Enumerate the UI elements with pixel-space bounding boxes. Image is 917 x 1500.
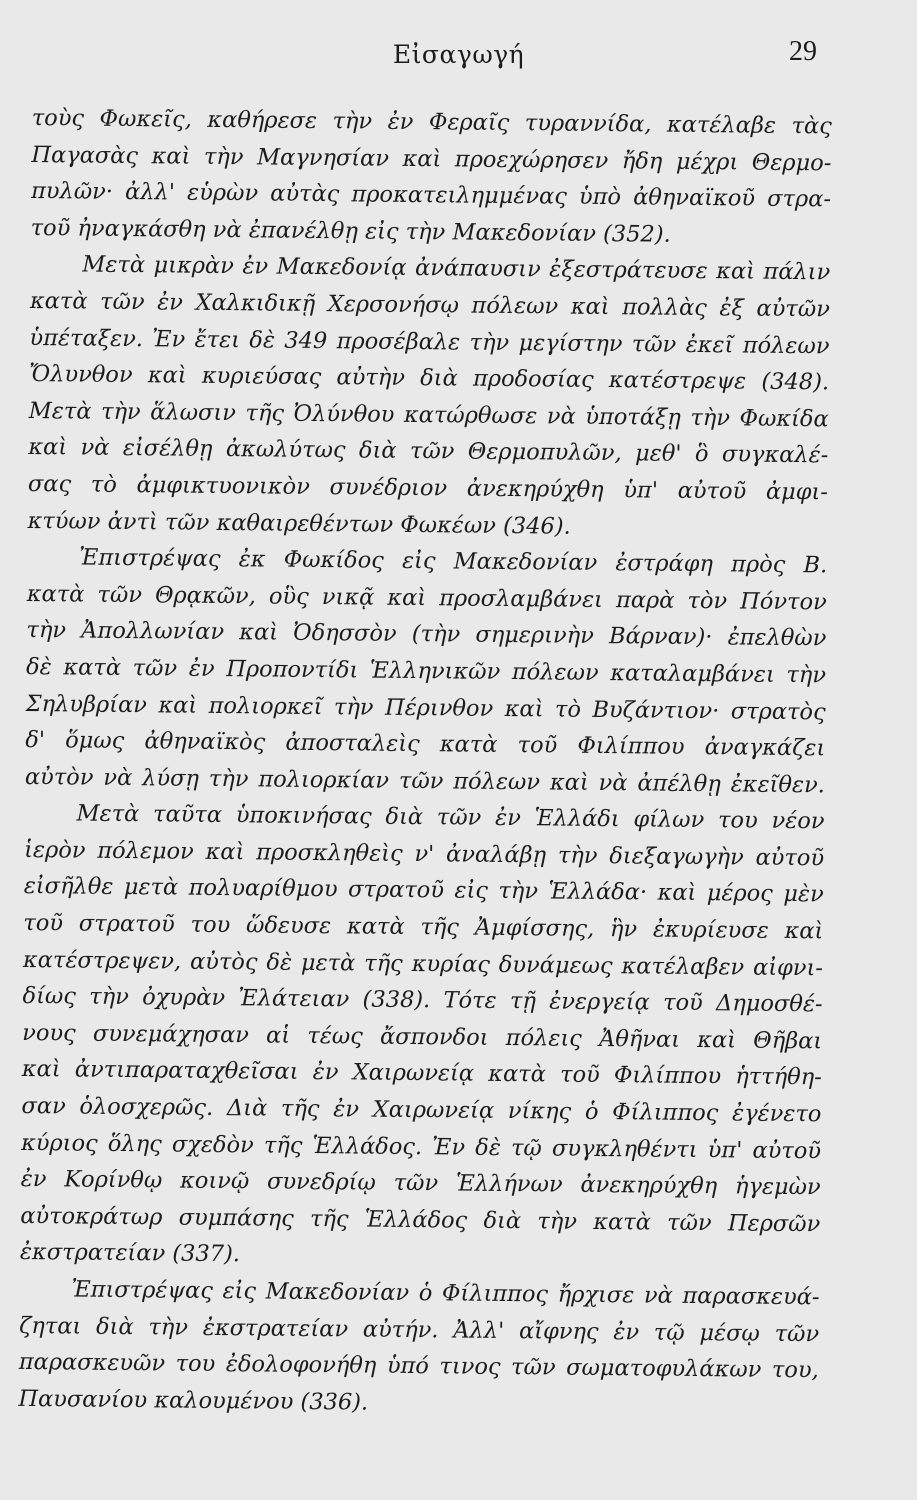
text-line: Σηλυβρίαν καὶ πολιορκεῖ τὴν Πέρινθον καὶ τὸ Βυζάντιον· στρατὸς [25,690,826,725]
text-line: τὴν Ἀπολλωνίαν καὶ Ὀδησσὸν (τὴν σημερινὴν Βάρναν)· ἐπελθὼν [26,617,827,652]
text-line: Μετὰ ταῦτα ὑποκινήσας διὰ τῶν ἐν Ἑλλάδι φίλων του νέον [76,800,825,835]
text-line: ἐκστρατείαν (337). [19,1239,241,1268]
text-line: παρασκευῶν του ἐδολοφονήθη ὑπό τινος τῶν σωματοφυλάκων του, [18,1349,819,1384]
running-head [0,36,917,76]
text-line: σαν ὁλοσχερῶς. Διὰ τῆς ἐν Χαιρωνείᾳ νίκης ὁ Φίλιππος ἐγένετο [21,1092,822,1128]
text-line: Παγασὰς καὶ τὴν Μαγνησίαν καὶ προεχώρησεν ἤδη μέχρι Θερμο- [31,141,832,176]
text-line: Ἐπιστρέψας εἰς Μακεδονίαν ὁ Φίλιππος ἤρχισε νὰ παρασκευά- [71,1276,820,1311]
text-line: αὐτοκράτωρ συμπάσης τῆς Ἑλλάδος διὰ τὴν κατὰ τῶν Περσῶν [20,1202,821,1238]
text-line: αὐτὸν νὰ λύσῃ τὴν πολιορκίαν τῶν πόλεων καὶ νὰ ἀπέλθῃ ἐκεῖθεν. [24,763,826,799]
text-line: καὶ ἀντιπαραταχθεῖσαι ἐν Χαιρωνείᾳ κατὰ τοῦ Φιλίππου ἡττήθη- [21,1056,822,1091]
text-line: σας τὸ ἀμφικτυονικὸν συνέδριον ἀνεκηρύχθη ὑπ' αὐτοῦ ἀμφι- [27,470,829,506]
text-line: δ' ὅμως ἀθηναϊκὸς ἀποσταλεὶς κατὰ τοῦ Φιλίππου ἀναγκάζει [25,727,826,762]
text-line: ὑπέταξεν. Ἐν ἔτει δὲ 349 προσέβαλε τὴν μεγίστην τῶν ἐκεῖ πόλεων [29,324,830,359]
text-line: πυλῶν· ἀλλ' εὑρὼν αὐτὰς προκατειλημμένας ὑπὸ ἀθηναϊκοῦ στρα- [30,178,832,213]
text-line: δὲ κατὰ τῶν ἐν Προποντίδι Ἑλληνικῶν πόλεων καταλαμβάνει τὴν [25,653,827,689]
text-line: τοῦ στρατοῦ του ὥδευσε κατὰ τῆς Ἀμφίσσης, ἣν ἐκυρίευσε καὶ [23,910,824,945]
text-line: εἰσῆλθε μετὰ πολυαρίθμου στρατοῦ εἰς τὴν Ἑλλάδα· καὶ μέρος μὲν [23,873,824,908]
text-line: Ὄλυνθον καὶ κυριεύσας αὐτὴν διὰ προδοσίας κατέστρεψε (348). [28,361,830,396]
text-line: κατὰ τῶν Θρᾳκῶν, οὓς νικᾷ καὶ προσλαμβάνει παρὰ τὸν Πόντον [26,580,827,616]
text-line: ἐν Κορίνθῳ κοινῷ συνεδρίῳ τῶν Ἑλλήνων ἀνεκηρύχθη ἡγεμὼν [20,1166,821,1201]
text-line: δίως τὴν ὀχυρὰν Ἐλάτειαν (338). Τότε τῇ ἐνεργείᾳ τοῦ Δημοσθέ- [22,983,823,1018]
body-text [18,100,832,1426]
text-line: ζηται διὰ τὴν ἐκστρατείαν αὐτήν. Ἀλλ' αἴφνης ἐν τῷ μέσῳ τῶν [19,1312,820,1347]
text-line: ἱερὸν πόλεμον καὶ προσκληθεὶς ν' ἀναλάβῃ τὴν διεξαγωγὴν αὐτοῦ [24,836,825,872]
text-line: καὶ νὰ εἰσέλθῃ ἀκωλύτως διὰ τῶν Θερμοπυλῶν, μεθ' ὃ συγκαλέ- [28,434,829,469]
text-line: Παυσανίου καλουμένου (336). [18,1385,369,1416]
text-line: Μετὰ τὴν ἅλωσιν τῆς Ὀλύνθου κατώρθωσε νὰ ὑποτάξῃ τὴν Φωκίδα [28,397,829,433]
text-line: νους συνεμάχησαν αἱ τέως ἄσπονδοι πόλεις Ἀθῆναι καὶ Θῆβαι [22,1019,823,1055]
header-title: Εἰσαγωγή [392,40,525,69]
text-line: κτύων ἀντὶ τῶν καθαιρεθέντων Φωκέων (346). [27,507,571,540]
page-number: 29 [789,36,817,67]
text-line: Ἐπιστρέψας ἐκ Φωκίδος εἰς Μακεδονίαν ἐστράφη πρὸς Β. [79,544,828,579]
text-line: κύριος ὅλης σχεδὸν τῆς Ἑλλάδος. Ἐν δὲ τῷ συγκληθέντι ὑπ' αὐτοῦ [20,1129,822,1164]
text-line: Μετὰ μικρὰν ἐν Μακεδονίᾳ ἀνάπαυσιν ἐξεστράτευσε καὶ πάλιν [82,251,831,286]
text-line: τοὺς Φωκεῖς, καθήρεσε τὴν ἐν Φεραῖς τυραννίδα, κατέλαβε τὰς [31,104,832,140]
text-line: τοῦ ἠναγκάσθη νὰ ἐπανέλθῃ εἰς τὴν Μακεδονίαν (352). [30,214,671,248]
text-line: κατὰ τῶν ἐν Χαλκιδικῇ Χερσονήσῳ πόλεων καὶ πολλὰς ἐξ αὐτῶν [29,287,830,323]
text-line: κατέστρεψεν, αὐτὸς δὲ μετὰ τῆς κυρίας δυνάμεως κατέλαβεν αἰφνι- [22,946,824,981]
